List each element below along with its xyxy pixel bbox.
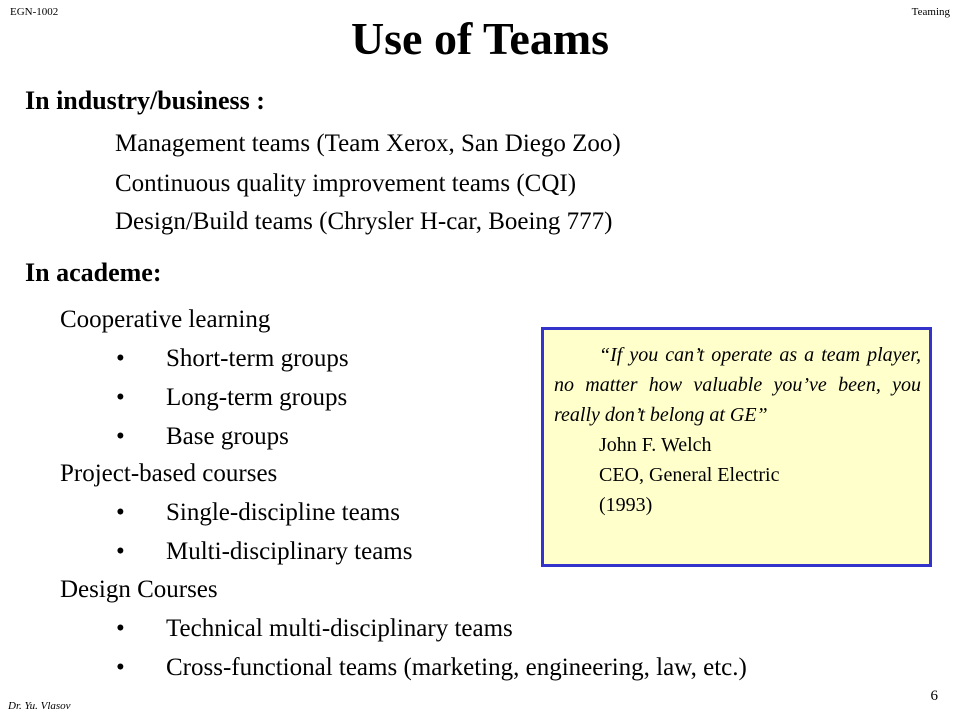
- quote-year: (1993): [599, 494, 653, 516]
- quote-box: [541, 327, 932, 567]
- industry-heading: In industry/business :: [25, 86, 265, 115]
- course-code: EGN-1002: [10, 6, 59, 18]
- industry-item: Design/Build teams (Chrysler H-car, Boeing 777): [115, 208, 613, 235]
- academe-group-label: Cooperative learning: [60, 306, 271, 333]
- academe-heading: In academe:: [25, 258, 162, 287]
- bullet-marker: •: [116, 538, 125, 565]
- academe-item: Multi-disciplinary teams: [166, 538, 413, 565]
- bullet-marker: •: [116, 615, 125, 642]
- academe-item: Technical multi-disciplinary teams: [166, 615, 513, 642]
- academe-item: Base groups: [166, 423, 289, 450]
- academe-item: Single-discipline teams: [166, 499, 400, 526]
- bullet-marker: •: [116, 499, 125, 526]
- page-number: 6: [930, 688, 938, 704]
- quote-author: John F. Welch: [599, 434, 712, 456]
- academe-group-label: Design Courses: [60, 576, 218, 603]
- bullet-marker: •: [116, 654, 125, 681]
- industry-item: Continuous quality improvement teams (CQI): [115, 170, 577, 197]
- bullet-marker: •: [116, 384, 125, 411]
- topic-label: Teaming: [911, 6, 950, 18]
- slide-title: Use of Teams: [350, 13, 610, 64]
- industry-item: Management teams (Team Xerox, San Diego Zoo): [115, 130, 621, 157]
- quote-text: “If you can’t operate as a team player, no matter how valuable you’ve been, you really don’t belong at GE”: [554, 344, 921, 426]
- academe-item: Short-term groups: [166, 345, 349, 372]
- footer-author: Dr. Yu. Vlasov: [8, 700, 71, 712]
- academe-item: Cross-functional teams (marketing, engineering, law, etc.): [166, 654, 747, 681]
- academe-item: Long-term groups: [166, 384, 348, 411]
- quote-role: CEO, General Electric: [599, 464, 780, 486]
- bullet-marker: •: [116, 423, 125, 450]
- academe-group-label: Project-based courses: [60, 460, 278, 487]
- bullet-marker: •: [116, 345, 125, 372]
